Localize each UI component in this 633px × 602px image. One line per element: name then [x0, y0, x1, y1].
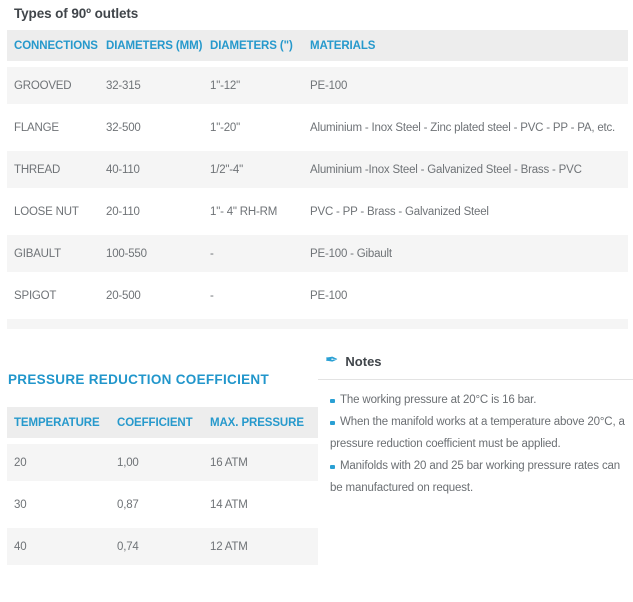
- cell-materials: Aluminium - Inox Steel - Zinc plated steel - PVC - PP - PA, etc.: [310, 121, 616, 134]
- table-footer-strip: [7, 319, 628, 329]
- column-header-diameters-mm: DIAMETERS (MM): [106, 39, 203, 52]
- cell-connection: GIBAULT: [14, 247, 61, 260]
- bullet-icon: [330, 421, 335, 425]
- note-item-text: The working pressure at 20°C is 16 bar.: [340, 394, 537, 406]
- cell-diameter-mm: 20-500: [106, 289, 141, 302]
- notes-panel: [318, 351, 633, 499]
- cell-temperature: 30: [14, 498, 27, 511]
- table-row: [7, 193, 628, 230]
- table-row: [7, 528, 318, 565]
- page-title: Types of 90º outlets: [14, 6, 139, 21]
- outlets-table-header-row: [7, 30, 628, 61]
- cell-diameter-mm: 32-315: [106, 79, 141, 92]
- cell-coefficient: 0,87: [117, 498, 139, 511]
- column-header-coefficient: COEFFICIENT: [117, 416, 193, 429]
- cell-coefficient: 0,74: [117, 540, 139, 553]
- table-row: [7, 277, 628, 314]
- notes-header: [318, 351, 633, 371]
- cell-materials: Aluminium -Inox Steel - Galvanized Steel - Brass - PVC: [310, 163, 582, 176]
- pressure-table: [7, 407, 318, 570]
- cell-connection: THREAD: [14, 163, 61, 176]
- column-header-connections: CONNECTIONS: [14, 39, 98, 52]
- cell-materials: PE-100: [310, 79, 348, 92]
- note-item-text: When the manifold works at a temperature above 20°C, a pressure reduction coefficient must be applied.: [330, 416, 625, 450]
- note-item: [330, 411, 631, 455]
- cell-diameter-in: -: [210, 247, 214, 260]
- cell-max-pressure: 16 ATM: [210, 456, 248, 469]
- cell-diameter-in: 1/2"-4": [210, 163, 243, 176]
- notes-list: [318, 389, 633, 499]
- cell-max-pressure: 12 ATM: [210, 540, 248, 553]
- note-item: [330, 389, 631, 411]
- column-header-materials: MATERIALS: [310, 39, 376, 52]
- cell-diameter-mm: 20-110: [106, 205, 140, 218]
- outlets-table: [7, 30, 628, 329]
- cell-diameter-in: 1"-12": [210, 79, 240, 92]
- cell-diameter-mm: 40-110: [106, 163, 140, 176]
- cell-connection: LOOSE NUT: [14, 205, 79, 218]
- cell-diameter-mm: 32-500: [106, 121, 141, 134]
- table-row: [7, 235, 628, 272]
- bullet-icon: [330, 399, 335, 403]
- cell-temperature: 40: [14, 540, 27, 553]
- note-item-text: Manifolds with 20 and 25 bar working pressure rates can be manufactured on request.: [330, 460, 621, 494]
- cell-diameter-in: 1"-20": [210, 121, 240, 134]
- cell-diameter-in: 1"- 4" RH-RM: [210, 205, 278, 218]
- divider: [318, 379, 633, 380]
- table-row: [7, 67, 628, 104]
- cell-temperature: 20: [14, 456, 27, 469]
- cell-diameter-in: -: [210, 289, 214, 302]
- cell-connection: FLANGE: [14, 121, 59, 134]
- column-header-max-pressure: MAX. PRESSURE: [210, 416, 304, 429]
- column-header-temperature: TEMPERATURE: [14, 416, 100, 429]
- cell-connection: GROOVED: [14, 79, 72, 92]
- column-header-diameters-in: DIAMETERS ("): [210, 39, 293, 52]
- notes-title: Notes: [345, 353, 382, 369]
- note-item: [330, 455, 631, 499]
- cell-connection: SPIGOT: [14, 289, 57, 302]
- cell-materials: PVC - PP - Brass - Galvanized Steel: [310, 205, 489, 218]
- pressure-table-header-row: [7, 407, 318, 438]
- table-row: [7, 444, 318, 481]
- cell-coefficient: 1,00: [117, 456, 139, 469]
- cell-materials: PE-100: [310, 289, 348, 302]
- pen-nib-icon: ✒: [325, 352, 339, 369]
- cell-materials: PE-100 - Gibault: [310, 247, 392, 260]
- section-heading-pressure-reduction: PRESSURE REDUCTION COEFFICIENT: [8, 372, 270, 387]
- table-row: [7, 151, 628, 188]
- cell-diameter-mm: 100-550: [106, 247, 147, 260]
- table-row: [7, 109, 628, 146]
- table-row: [7, 486, 318, 523]
- cell-max-pressure: 14 ATM: [210, 498, 248, 511]
- bullet-icon: [330, 465, 335, 469]
